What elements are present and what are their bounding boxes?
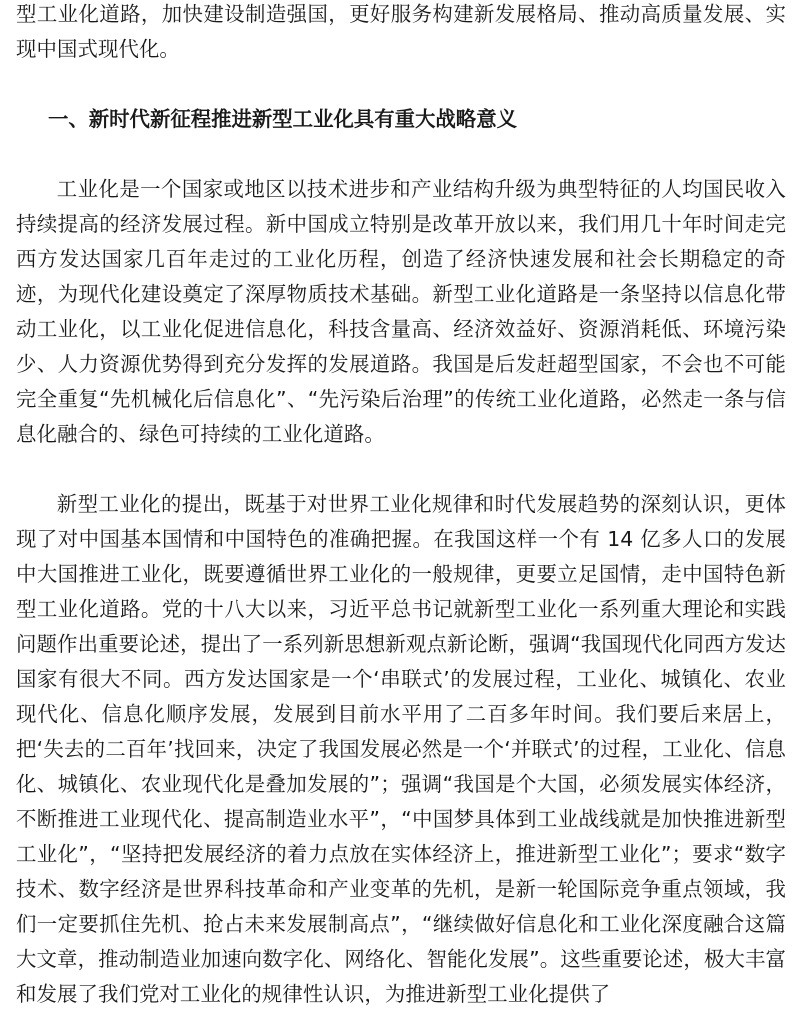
spacer <box>16 67 786 102</box>
document-body <box>16 0 786 1012</box>
spacer <box>16 137 786 172</box>
body-paragraph-2: 新型工业化的提出，既基于对世界工业化规律和时代发展趋势的深刻认识，更体现了对中国基本国情和中国特色的准确把握。在我国这样一个有 14 亿多人口的发展中大国推进工业化，既要遵循世界工业化的一般规律，更要立足国情，走中国特色新型工业化道路。党的十八大以来，习近平总书记就新型工业化一系列重大理论和实践问题作出重要论述，提出了一系列新思想新观点新论断，强调“我国现代化同西方发达国家有很大不同。西方发达国家是一个‘串联式’的发展过程，工业化、城镇化、农业现代化、信息化顺序发展，发展到目前水平用了二百多年时间。我们要后来居上，把‘失去的二百年’找回来，决定了我国发展必然是一个‘并联式’的过程，工业化、信息化、城镇化、农业现代化是叠加发展的”；强调“我国是个大国，必须发展实体经济，不断推进工业现代化、提高制造业水平”，“中国梦具体到工业战线就是加快推进新型工业化”，“坚持把发展经济的着力点放在实体经济上，推进新型工业化”；要求“数字技术、数字经济是世界科技革命和产业变革的先机，是新一轮国际竞争重点领域，我们一定要抓住先机、抢占未来发展制高点”，“继续做好信息化和工业化深度融合这篇大文章，推动制造业加速向数字化、网络化、智能化发展”。这些重要论述，极大丰富和发展了我们党对工业化的规律性认识，为推进新型工业化提供了 <box>16 492 786 1006</box>
intro-paragraph-tail: 型工业化道路，加快建设制造强国，更好服务构建新发展格局、推动高质量发展、实现中国式现代化。 <box>16 2 786 61</box>
spacer <box>16 452 786 487</box>
body-paragraph-1: 工业化是一个国家或地区以技术进步和产业结构升级为典型特征的人均国民收入持续提高的经济发展过程。新中国成立特别是改革开放以来，我们用几十年时间走完西方发达国家几百年走过的工业化历程，创造了经济快速发展和社会长期稳定的奇迹，为现代化建设奠定了深厚物质技术基础。新型工业化道路是一条坚持以信息化带动工业化，以工业化促进信息化，科技含量高、经济效益好、资源消耗低、环境污染少、人力资源优势得到充分发挥的发展道路。我国是后发赶超型国家，不会也不可能完全重复“先机械化后信息化”、“先污染后治理”的传统工业化道路，必然走一条与信息化融合的、绿色可持续的工业化道路。 <box>16 177 786 446</box>
section-heading: 一、新时代新征程推进新型工业化具有重大战略意义 <box>48 107 517 131</box>
